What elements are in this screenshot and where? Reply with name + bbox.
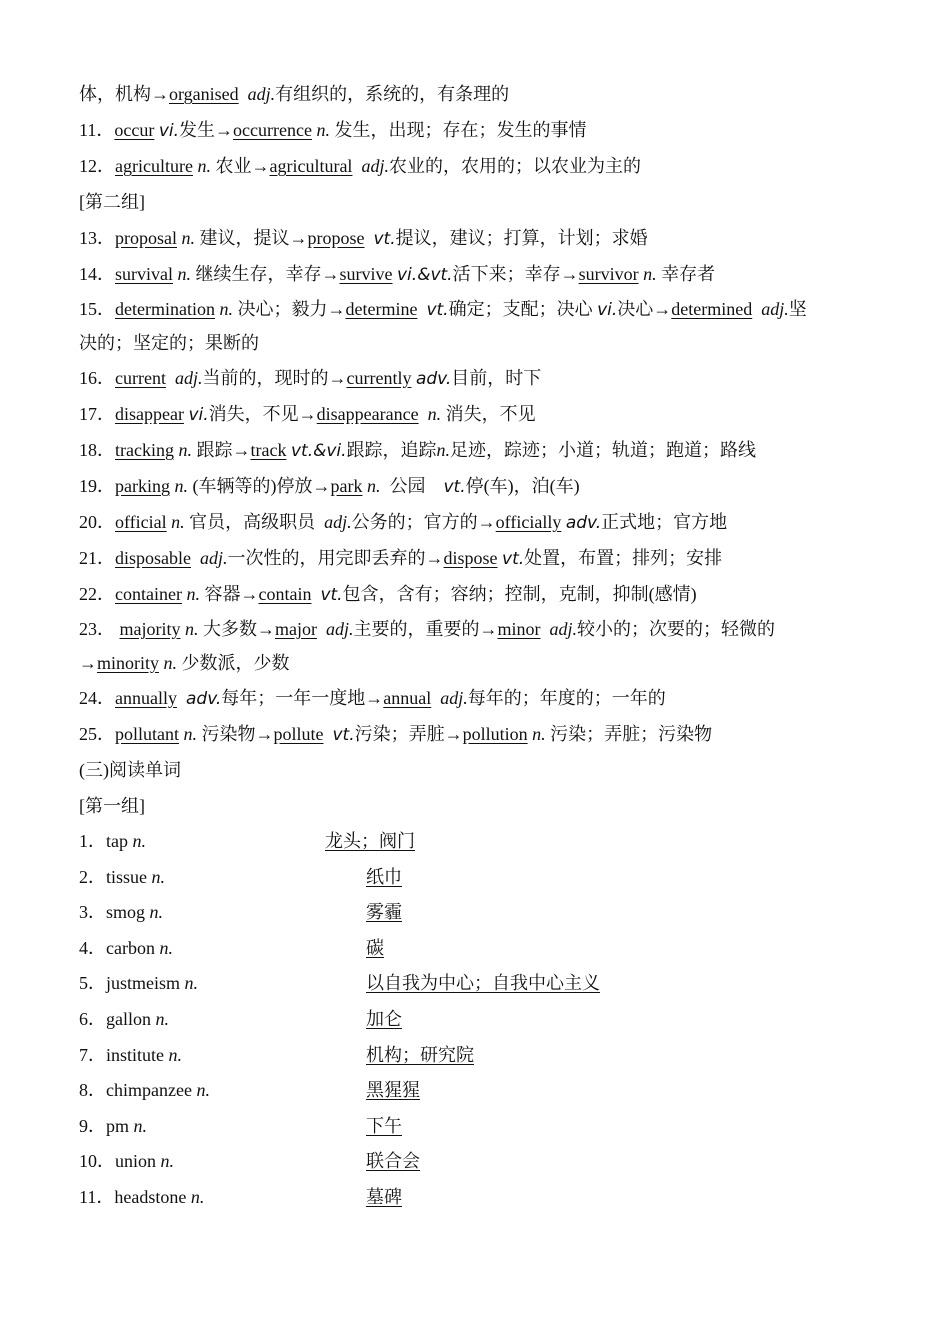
- vocab-term: [79, 1144, 174, 1180]
- definition: 目前，时下: [451, 368, 542, 388]
- part-of-speech: n.: [155, 1008, 169, 1029]
- section-3-title: (三)阅读单词: [79, 760, 181, 780]
- definition: 容器→: [204, 584, 259, 604]
- part-of-speech: n.: [178, 440, 192, 460]
- vocab-word: institute: [106, 1044, 164, 1065]
- entry-number: 1．: [79, 831, 106, 851]
- entry-15-continuation: [79, 326, 879, 360]
- part-of-speech: n.: [160, 1151, 175, 1172]
- part-of-speech: vt.: [373, 229, 396, 249]
- part-of-speech: n.: [185, 619, 199, 639]
- part-of-speech: n.: [149, 902, 164, 923]
- entry-number: 4．: [79, 937, 106, 958]
- list-item: [79, 931, 879, 967]
- answer-word: occurrence: [233, 120, 312, 140]
- entry-14: [79, 256, 879, 292]
- definition: 有组织的，系统的，有条理的: [275, 84, 510, 104]
- part-of-speech: n.: [184, 973, 199, 994]
- definition: 活下来；幸存→: [452, 264, 579, 284]
- part-of-speech: vt.: [320, 585, 343, 605]
- answer-word: disappearance: [316, 404, 419, 424]
- entry-number: 25．: [79, 724, 115, 744]
- vocab-term: [79, 1038, 182, 1074]
- vocab-word: union: [115, 1151, 157, 1172]
- part-of-speech: vt.: [443, 477, 466, 497]
- definition: 坚: [788, 299, 807, 319]
- definition: 每年的；年度的；一年的: [467, 688, 666, 708]
- vocab-term: [79, 1073, 210, 1109]
- entry-number: 13．: [79, 228, 115, 248]
- reading-words-list: [79, 824, 879, 1216]
- list-item: [79, 966, 879, 1002]
- entry-13: [79, 220, 879, 256]
- entry-number: 24．: [79, 688, 115, 708]
- definition: 主要的，重要的→: [353, 619, 498, 639]
- definition: 一次性的，用完即丢弃的→: [227, 548, 444, 568]
- definition: 足迹，踪迹；小道；轨道；跑道；路线: [450, 440, 757, 460]
- vocab-meaning: 以自我为中心；自我中心主义: [366, 973, 600, 994]
- entry-number: 12．: [79, 156, 115, 176]
- definition: 跟踪→: [196, 440, 251, 460]
- part-of-speech: n.: [171, 512, 185, 532]
- part-of-speech: n.: [177, 264, 191, 284]
- answer-word: official: [115, 512, 167, 532]
- part-of-speech: n.: [151, 866, 166, 887]
- definition: 跟踪，追踪: [346, 440, 437, 460]
- entry-number: 11．: [79, 1186, 115, 1207]
- vocab-meaning: 加仑: [366, 1008, 402, 1029]
- part-of-speech: vi.&vt.: [397, 265, 453, 285]
- definition: 公园: [389, 476, 426, 496]
- vocab-word: tissue: [106, 866, 148, 887]
- answer-word: currently: [346, 368, 412, 388]
- entry-25: [79, 716, 879, 752]
- part-of-speech: n.: [196, 1080, 210, 1101]
- arrow: →: [79, 653, 97, 673]
- vocab-meaning: 下午: [366, 1115, 402, 1136]
- part-of-speech: vi.: [158, 121, 180, 141]
- answer-word: container: [115, 584, 182, 604]
- entry-number: 8．: [79, 1080, 106, 1101]
- answer-word: agriculture: [115, 156, 193, 176]
- definition: 决心→: [617, 299, 672, 319]
- list-item: [79, 1180, 879, 1216]
- vocab-word: headstone: [114, 1186, 187, 1207]
- definition: 少数派，少数: [181, 653, 290, 673]
- answer-word: majority: [119, 619, 181, 639]
- part-of-speech: n.: [532, 724, 546, 744]
- entry-number: 2．: [79, 866, 106, 887]
- vocab-meaning: 碳: [366, 937, 384, 958]
- definition: 农业→: [215, 156, 270, 176]
- answer-word: minority: [97, 653, 159, 673]
- answer-word: propose: [307, 228, 365, 248]
- vocab-word: justmeism: [106, 973, 181, 994]
- entry-23: [79, 612, 879, 646]
- definition: 大多数→: [203, 619, 275, 639]
- entry-15: [79, 292, 879, 326]
- answer-word: park: [330, 476, 363, 496]
- part-of-speech: vt.: [332, 725, 355, 745]
- part-of-speech: n.: [168, 1044, 182, 1065]
- answer-word: contain: [258, 584, 312, 604]
- answer-word: track: [250, 440, 287, 460]
- definition: 每年；一年一度地→: [221, 688, 384, 708]
- vocab-meaning: 黑猩猩: [366, 1080, 420, 1101]
- part-of-speech: adj.: [440, 688, 468, 708]
- answer-word: survival: [115, 264, 173, 284]
- definition: 较小的；次要的；轻微的: [577, 619, 776, 639]
- part-of-speech: adj.: [247, 84, 276, 104]
- document-page: [79, 76, 879, 1216]
- vocab-word: tap: [106, 831, 128, 851]
- entry-number: 18．: [79, 440, 115, 460]
- list-item: [79, 1073, 879, 1109]
- list-item: [79, 1144, 879, 1180]
- answer-word: determined: [671, 299, 753, 319]
- entry-11: [79, 112, 879, 148]
- part-of-speech: adj.: [761, 299, 789, 319]
- answer-word: dispose: [443, 548, 498, 568]
- part-of-speech: n.: [366, 476, 381, 496]
- vocab-term: [79, 966, 198, 1002]
- part-of-speech: n.: [436, 440, 451, 460]
- part-of-speech: adj.: [326, 619, 354, 639]
- answer-word: agricultural: [269, 156, 353, 176]
- part-of-speech: adj.: [324, 512, 352, 532]
- part-of-speech: vt.&vi.: [290, 441, 347, 461]
- answer-word: disappear: [115, 404, 184, 424]
- vocab-term: [79, 1002, 169, 1038]
- answer-word: survivor: [578, 264, 639, 284]
- vocab-word: carbon: [106, 937, 155, 958]
- vocab-term: [79, 895, 163, 931]
- part-of-speech: n.: [133, 1115, 148, 1136]
- answer-word: current: [115, 368, 166, 388]
- definition: 确定；支配；决心: [448, 299, 593, 319]
- entry-number: 9．: [79, 1115, 106, 1136]
- part-of-speech: n.: [190, 1186, 205, 1207]
- part-of-speech: adj.: [549, 619, 578, 639]
- vocab-word: gallon: [106, 1008, 151, 1029]
- definition: 污染；弄脏→: [354, 724, 463, 744]
- definition: 提议，建议；打算，计划；求婚: [395, 228, 648, 248]
- vocab-word: smog: [106, 902, 146, 923]
- entry-number: 5．: [79, 973, 106, 994]
- vocab-word: pm: [106, 1115, 130, 1136]
- entry-number: 22．: [79, 584, 115, 604]
- part-of-speech: n.: [197, 156, 211, 176]
- definition: 决的；坚定的；果断的: [79, 333, 259, 353]
- definition: 发生，出现；存在；发生的事情: [334, 120, 587, 140]
- part-of-speech: vt.: [426, 300, 449, 320]
- vocab-meaning: 龙头；阀门: [325, 831, 415, 851]
- list-item: [79, 824, 879, 860]
- entry-24: [79, 680, 879, 716]
- entry-18: [79, 432, 879, 468]
- entry-number: 16．: [79, 368, 115, 388]
- definition: 官员，高级职员: [189, 512, 316, 532]
- text: 体，机构→: [79, 84, 169, 104]
- entry-17: [79, 396, 879, 432]
- part-of-speech: n.: [132, 831, 146, 851]
- entry-number: 6．: [79, 1008, 106, 1029]
- entry-number: 23．: [79, 619, 115, 639]
- part-of-speech: n.: [159, 937, 173, 958]
- entry-number: 3．: [79, 902, 106, 923]
- definition: 正式地；官方地: [601, 512, 728, 532]
- answer-word: tracking: [115, 440, 174, 460]
- answer-word: pollute: [273, 724, 324, 744]
- answer-word: occur: [114, 120, 155, 140]
- part-of-speech: vi.: [188, 405, 209, 425]
- answer-word: disposable: [115, 548, 191, 568]
- definition: 消失，不见→: [208, 404, 317, 424]
- part-of-speech: n.: [163, 653, 177, 673]
- part-of-speech: n.: [181, 228, 195, 248]
- definition: 公务的；官方的→: [351, 512, 496, 532]
- entry-number: 15．: [79, 299, 115, 319]
- part-of-speech: adv.: [565, 513, 602, 533]
- entry-number: 14．: [79, 264, 115, 284]
- entry-16: [79, 360, 879, 396]
- part-of-speech: n.: [219, 299, 233, 319]
- part-of-speech: n.: [174, 476, 188, 496]
- answer-word: determine: [345, 299, 418, 319]
- part-of-speech: adj.: [361, 156, 389, 176]
- part-of-speech: n.: [186, 584, 200, 604]
- vocab-meaning: 雾霾: [366, 902, 402, 923]
- vocab-word: chimpanzee: [106, 1080, 192, 1101]
- part-of-speech: n.: [316, 120, 330, 140]
- vocab-meaning: 墓碑: [366, 1186, 402, 1207]
- answer-word: pollutant: [115, 724, 179, 744]
- entry-22: [79, 576, 879, 612]
- entry-23-continuation: [79, 646, 879, 680]
- entry-10-continuation: [79, 76, 879, 112]
- answer-word: major: [275, 619, 317, 639]
- part-of-speech: adj.: [200, 548, 228, 568]
- list-item: [79, 1109, 879, 1145]
- definition: 决心；毅力→: [237, 299, 346, 319]
- definition: 幸存者: [661, 264, 716, 284]
- answer-word: organised: [169, 84, 239, 104]
- answer-word: survive: [339, 264, 393, 284]
- part-of-speech: vi.: [597, 300, 618, 320]
- group-1-label: [第一组]: [79, 796, 145, 816]
- definition: 当前的，现时的→: [202, 368, 347, 388]
- vocab-meaning: 纸巾: [366, 866, 402, 887]
- vocab-term: [79, 931, 173, 967]
- definition: 发生→: [179, 120, 234, 140]
- vocab-meaning: 联合会: [366, 1151, 420, 1172]
- answer-word: annual: [383, 688, 432, 708]
- part-of-speech: n.: [427, 404, 442, 424]
- entry-number: 20．: [79, 512, 115, 532]
- definition: 农业的，农用的；以农业为主的: [388, 156, 641, 176]
- answer-word: proposal: [115, 228, 177, 248]
- vocab-meaning: 机构；研究院: [366, 1044, 474, 1065]
- part-of-speech: vt.: [502, 549, 525, 569]
- definition: (车辆等的)停放→: [192, 476, 331, 496]
- list-item: [79, 1002, 879, 1038]
- list-item: [79, 895, 879, 931]
- list-item: [79, 860, 879, 896]
- part-of-speech: adj.: [174, 368, 203, 388]
- group-2-label: [第二组]: [79, 192, 145, 212]
- definition: 包含，含有；容纳；控制，克制，抑制(感情): [342, 584, 697, 604]
- answer-word: minor: [497, 619, 541, 639]
- entry-19: [79, 468, 879, 504]
- answer-word: parking: [115, 476, 170, 496]
- entry-number: 7．: [79, 1044, 106, 1065]
- part-of-speech: n.: [183, 724, 197, 744]
- definition: 停(车)，泊(车): [465, 476, 580, 496]
- vocab-term: [79, 1180, 204, 1216]
- entry-20: [79, 504, 879, 540]
- entry-number: 19．: [79, 476, 115, 496]
- definition: 继续生存，幸存→: [195, 264, 340, 284]
- answer-word: annually: [115, 688, 177, 708]
- vocab-term: [79, 824, 146, 860]
- definition: 污染；弄脏；污染物: [550, 724, 713, 744]
- definition: 处置，布置；排列；安排: [524, 548, 723, 568]
- entry-number: 17．: [79, 404, 115, 424]
- part-of-speech: adv.: [415, 369, 452, 389]
- answer-word: determination: [115, 299, 215, 319]
- definition: 建议，提议→: [199, 228, 308, 248]
- vocab-term: [79, 1109, 147, 1145]
- entry-number: 21．: [79, 548, 115, 568]
- entry-12: [79, 148, 879, 184]
- entry-number: 11．: [79, 120, 115, 140]
- definition: 污染物→: [201, 724, 274, 744]
- answer-word: pollution: [462, 724, 528, 744]
- part-of-speech: n.: [643, 264, 657, 284]
- part-of-speech: adv.: [185, 689, 222, 709]
- entry-number: 10．: [79, 1151, 115, 1172]
- entry-21: [79, 540, 879, 576]
- definition: 消失，不见: [445, 404, 536, 424]
- list-item: [79, 1038, 879, 1074]
- vocab-term: [79, 860, 165, 896]
- answer-word: officially: [495, 512, 562, 532]
